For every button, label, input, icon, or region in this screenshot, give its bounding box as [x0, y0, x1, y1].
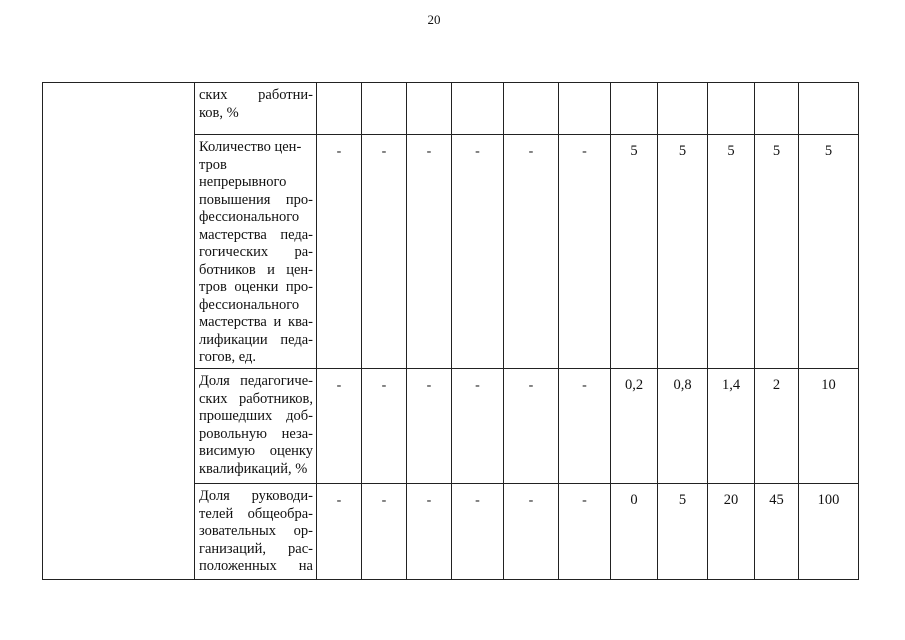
indicator-line: прошедших доб-: [199, 408, 313, 424]
value-cell: [452, 83, 504, 135]
value-cell: -: [559, 369, 611, 484]
indicator-line: квалификаций, %: [199, 460, 308, 477]
indicator-line: гогов, ед.: [199, 349, 257, 365]
indicator-line: непрерывного: [199, 174, 287, 190]
value-cell: [317, 83, 362, 135]
value-cell: 1,4: [708, 369, 755, 484]
value-cell: 0: [611, 484, 658, 580]
value-cell: [362, 83, 407, 135]
value-cell: [658, 83, 708, 135]
indicator-cell: [195, 369, 317, 484]
indicator-line: зовательных ор-: [199, 523, 313, 539]
indicator-line: мастерства и ква-: [199, 314, 313, 330]
indicator-line: ских работников,: [199, 390, 313, 407]
value-cell: -: [362, 369, 407, 484]
indicator-cell: [195, 484, 317, 580]
indicator-line: мастерства педа-: [199, 226, 313, 243]
value-cell: [407, 83, 452, 135]
value-cell: -: [504, 135, 559, 369]
empty-first-column-cell: [43, 83, 195, 580]
indicator-line: повышения про-: [199, 191, 313, 208]
indicator-line: Количество цен-: [199, 139, 302, 155]
value-cell: -: [452, 135, 504, 369]
indicator-line: фессионального: [199, 296, 300, 313]
indicator-line: ков, %: [199, 104, 239, 121]
value-cell: -: [407, 484, 452, 580]
value-cell: 45: [755, 484, 799, 580]
value-cell: -: [407, 369, 452, 484]
indicator-line: ских работни-: [199, 87, 313, 103]
value-cell: -: [452, 369, 504, 484]
value-cell: 20: [708, 484, 755, 580]
indicator-line: телей общеобра-: [199, 505, 313, 522]
page-number: 20: [427, 12, 441, 27]
value-cell: 5: [611, 135, 658, 369]
value-cell: -: [362, 484, 407, 580]
value-cell: -: [559, 135, 611, 369]
indicator-line: гогических ра-: [199, 244, 313, 260]
value-cell: 0,2: [611, 369, 658, 484]
value-cell: 5: [658, 135, 708, 369]
indicator-cell: [195, 83, 317, 135]
value-cell: 5: [799, 135, 859, 369]
value-cell: -: [317, 484, 362, 580]
indicator-line: положенных на: [199, 558, 313, 574]
value-cell: 2: [755, 369, 799, 484]
indicator-line: ботников и цен-: [199, 261, 313, 278]
indicators-table: [42, 82, 859, 580]
value-cell: -: [559, 484, 611, 580]
value-cell: [755, 83, 799, 135]
indicator-line: тров: [199, 156, 227, 173]
value-cell: [799, 83, 859, 135]
value-cell: [504, 83, 559, 135]
value-cell: 5: [658, 484, 708, 580]
value-cell: 5: [755, 135, 799, 369]
value-cell: -: [407, 135, 452, 369]
indicator-line: фессионального: [199, 209, 300, 225]
value-cell: [559, 83, 611, 135]
value-cell: -: [504, 369, 559, 484]
value-cell: -: [362, 135, 407, 369]
value-cell: -: [317, 369, 362, 484]
indicator-line: лификации педа-: [199, 331, 313, 348]
indicator-cell: [195, 135, 317, 369]
value-cell: [708, 83, 755, 135]
value-cell: -: [504, 484, 559, 580]
indicator-line: висимую оценку: [199, 443, 313, 459]
value-cell: 5: [708, 135, 755, 369]
table-row: [43, 83, 859, 135]
value-cell: 100: [799, 484, 859, 580]
value-cell: 0,8: [658, 369, 708, 484]
indicator-line: ганизаций, рас-: [199, 540, 313, 557]
value-cell: 10: [799, 369, 859, 484]
indicator-line: тров оценки про-: [199, 279, 313, 295]
value-cell: [611, 83, 658, 135]
indicator-line: Доля руководи-: [199, 488, 313, 504]
value-cell: -: [317, 135, 362, 369]
value-cell: -: [452, 484, 504, 580]
indicator-line: ровольную неза-: [199, 425, 313, 442]
indicator-line: Доля педагогиче-: [199, 373, 313, 389]
